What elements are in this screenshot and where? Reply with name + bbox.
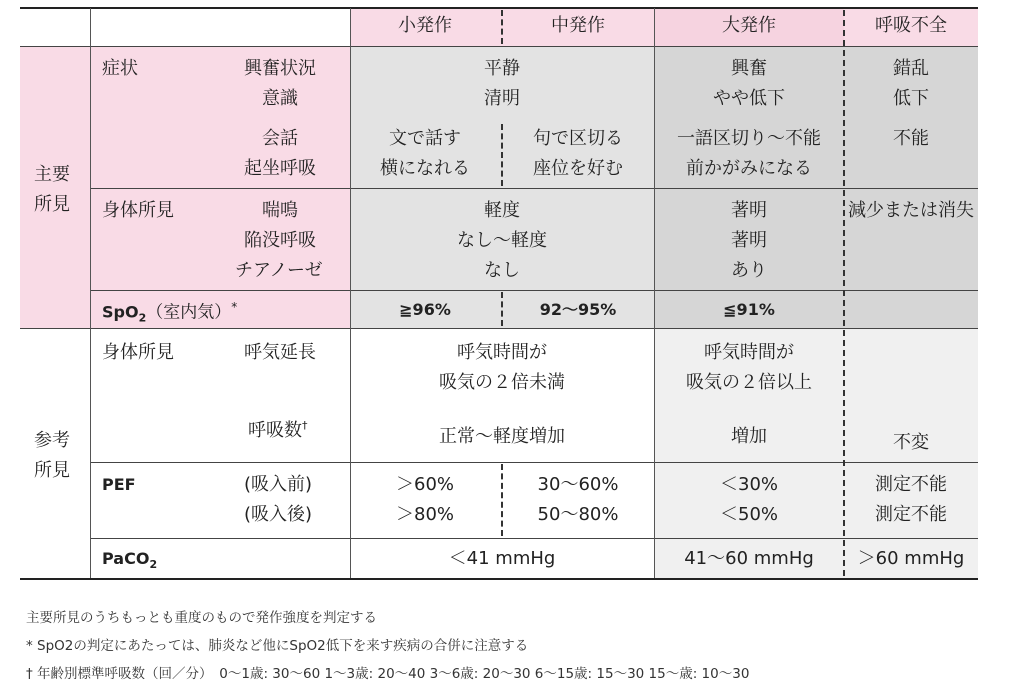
spo2-small: ≧96% xyxy=(399,300,451,319)
paco2-label-sub: 2 xyxy=(149,558,158,572)
physical-label-retraction: 陥没呼吸 xyxy=(244,230,316,251)
main-reference-divider xyxy=(20,328,978,329)
rr-small-medium: 正常〜軽度増加 xyxy=(439,426,565,447)
rr-label-text: 呼吸数 xyxy=(248,420,302,441)
header-bottom-line xyxy=(20,46,978,47)
pef-after-label: (吸入後) xyxy=(244,504,313,525)
conversation-small: 文で話す xyxy=(389,128,461,149)
spo2-label-sub: 2 xyxy=(138,311,147,325)
consciousness-small-medium: 清明 xyxy=(484,88,520,109)
wheeze-small-medium: 軽度 xyxy=(484,200,520,221)
pef-before-label: (吸入前) xyxy=(244,474,313,495)
wheeze-large: 著明 xyxy=(731,200,767,221)
conversation-medium: 句で区切る xyxy=(533,128,623,149)
spo2-label xyxy=(102,301,237,324)
header-large: 大発作 xyxy=(722,15,776,36)
spo2-label-mark: * xyxy=(231,300,238,314)
rr-label xyxy=(248,420,308,440)
ref-physical-category: 身体所見 xyxy=(102,342,174,363)
physical-category: 身体所見 xyxy=(102,200,174,221)
ref-large-bg xyxy=(654,328,844,578)
footnote-spo2: * SpO2の判定にあたっては、肺炎など他にSpO2低下を来す疾病の合併に注意する xyxy=(26,638,529,654)
physical-label-wheeze: 喘鳴 xyxy=(262,200,298,221)
main-findings-row-bg xyxy=(90,46,350,328)
medium-large-divider xyxy=(654,8,655,578)
retraction-large: 著明 xyxy=(731,230,767,251)
spo2-medium: 92〜95% xyxy=(539,300,617,319)
wheeze-failure: 減少または消失 xyxy=(848,200,974,221)
spo2-label-rest: （室内気） xyxy=(146,302,232,323)
header-medium: 中発作 xyxy=(551,15,605,36)
orthopnea-medium: 座位を好む xyxy=(533,158,623,179)
main-findings-label-bg xyxy=(20,46,90,328)
symptom-label-orthopnea: 起坐呼吸 xyxy=(244,158,316,179)
conversation-failure: 不能 xyxy=(893,128,929,149)
main-findings-label-1: 主要 xyxy=(34,164,70,185)
pef-before-small: ＞60% xyxy=(395,474,455,495)
expiration-large-line1: 呼気時間が xyxy=(704,342,794,363)
paco2-label xyxy=(102,551,157,570)
expiration-label: 呼気延長 xyxy=(244,342,316,363)
large-failure-dash xyxy=(843,10,845,576)
paco2-small-medium: ＜41 mmHg xyxy=(448,548,556,569)
pef-after-medium: 50〜80% xyxy=(537,504,619,525)
table-top-border xyxy=(20,7,978,9)
main-findings-label-2: 所見 xyxy=(34,194,70,215)
cyanosis-small-medium: なし xyxy=(484,260,520,281)
excitement-small-medium: 平静 xyxy=(484,58,520,79)
rr-large: 増加 xyxy=(731,426,767,447)
rr-label-mark: † xyxy=(302,419,308,432)
pef-after-small: ＞80% xyxy=(395,504,455,525)
footnote-severity: 主要所見のうちもっとも重度のもので発作強度を判定する xyxy=(26,610,377,626)
physical-label-cyanosis: チアノーゼ xyxy=(235,260,323,281)
cyanosis-large: あり xyxy=(731,260,767,281)
retraction-small-medium: なし〜軽度 xyxy=(457,230,547,251)
ref-failure-bg xyxy=(844,328,978,578)
ref-findings-label-1: 参考 xyxy=(34,430,70,451)
spo2-label-sp: SpO xyxy=(102,302,139,322)
spo2-large: ≦91% xyxy=(723,300,775,319)
excitement-failure: 錯乱 xyxy=(893,58,929,79)
footnote-resp-rate: † 年齢別標準呼吸数（回／分） 0〜1歳: 30〜60 1〜3歳: 20〜40 3〜6歳: 20〜30 6〜15歳: 15〜30 15〜歳: 10〜30 xyxy=(26,666,750,682)
expiration-large-line2: 吸気の２倍以上 xyxy=(686,372,812,393)
consciousness-large: やや低下 xyxy=(713,88,785,109)
table-bottom-border xyxy=(20,578,978,580)
orthopnea-small: 横になれる xyxy=(380,158,470,179)
paco2-failure: ＞60 mmHg xyxy=(857,548,965,569)
ref-findings-label-2: 所見 xyxy=(34,460,70,481)
paco2-label-main: PaCO xyxy=(102,549,150,568)
orthopnea-large: 前かがみになる xyxy=(686,158,812,179)
symptom-label-consciousness: 意識 xyxy=(262,88,298,109)
symptom-label-conversation: 会話 xyxy=(262,128,298,149)
expiration-sm-line1: 呼気時間が xyxy=(457,342,547,363)
symptom-label-excitement: 興奮状況 xyxy=(244,58,316,79)
small-medium-dash-pef xyxy=(501,464,503,536)
pef-label: PEF xyxy=(102,475,136,494)
pef-before-large: ＜30% xyxy=(719,474,779,495)
conversation-large: 一語区切り〜不能 xyxy=(677,128,821,149)
rr-failure: 不変 xyxy=(893,432,929,453)
pef-after-large: ＜50% xyxy=(719,504,779,525)
small-medium-dash-conv xyxy=(501,124,503,186)
consciousness-failure: 低下 xyxy=(893,88,929,109)
symptoms-category: 症状 xyxy=(102,58,138,79)
group-col-divider xyxy=(90,8,91,578)
header-small: 小発作 xyxy=(398,15,452,36)
small-medium-dash-spo2 xyxy=(501,292,503,326)
small-medium-dash-header xyxy=(501,10,503,44)
excitement-large: 興奮 xyxy=(731,58,767,79)
pef-after-failure: 測定不能 xyxy=(875,504,947,525)
pef-before-medium: 30〜60% xyxy=(537,474,619,495)
paco2-large: 41〜60 mmHg xyxy=(684,548,814,569)
expiration-sm-line2: 吸気の２倍未満 xyxy=(439,372,565,393)
header-resp-failure: 呼吸不全 xyxy=(875,15,947,36)
label-col-divider xyxy=(350,8,351,578)
pef-before-failure: 測定不能 xyxy=(875,474,947,495)
